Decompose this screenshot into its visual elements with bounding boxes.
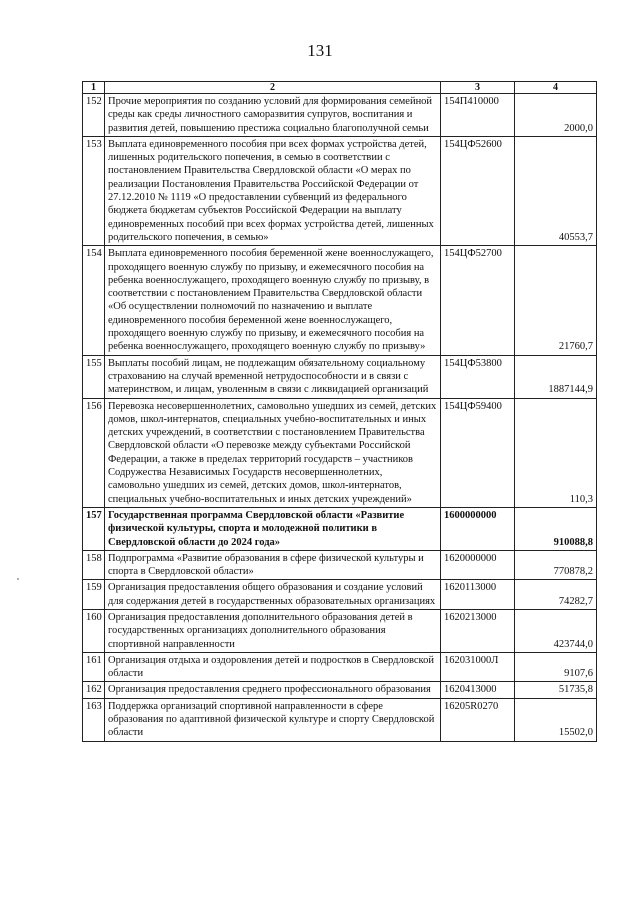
row-amount: 40553,7 [515,136,597,245]
row-code: 1600000000 [441,507,515,550]
row-number: 161 [83,652,105,682]
table-row [83,550,597,580]
row-code: 154ЦФ52700 [441,246,515,355]
column-header: 4 [515,82,597,94]
row-code: 154ЦФ52600 [441,136,515,245]
row-code: 1620413000 [441,682,515,698]
row-name: Прочие мероприятия по созданию условий для формирования семейной среды как среды личностного саморазвития супругов, воспитания и развития детей, повышению престижа социально благополучной семьи [105,94,441,137]
row-code: 1620000000 [441,550,515,580]
row-amount: 910088,8 [515,507,597,550]
table-body [83,94,597,742]
table-row [83,698,597,741]
row-number: 155 [83,355,105,398]
row-name: Перевозка несовершеннолетних, самовольно ушедших из семей, детских домов, школ-интернатов, специальных учебно-воспитательных и иных детских учреждений, в соответствии с постановлением Правительства Свердловской области «О перевозке между субъектами Российской Федерации, а также в пределах территорий государств – участников Содружества Независимых Государств несовершеннолетних, самовольно ушедших из семей, детских домов, школ-интернатов, специальных учебно-воспитательных и иных детских учреждений» [105,398,441,507]
column-header: 2 [105,82,441,94]
row-number: 158 [83,550,105,580]
row-number: 157 [83,507,105,550]
table-row [83,507,597,550]
row-amount: 770878,2 [515,550,597,580]
row-number: 154 [83,246,105,355]
row-number: 159 [83,580,105,610]
table-header-row [83,82,597,94]
row-amount: 51735,8 [515,682,597,698]
row-name: Организация предоставления общего образования и создание условий для содержания детей в государственных образовательных организациях [105,580,441,610]
table-row [83,246,597,355]
row-name: Государственная программа Свердловской области «Развитие физической культуры, спорта и молодежной политики в Свердловской области до 2024 года» [105,507,441,550]
row-code: 162031000Л [441,652,515,682]
row-code: 154П410000 [441,94,515,137]
row-name: Поддержка организаций спортивной направленности в сфере образования по адаптивной физической культуре и спорту Свердловской области [105,698,441,741]
scan-mark [17,578,19,580]
page-number: 131 [307,41,333,60]
row-amount: 1887144,9 [515,355,597,398]
budget-table [82,81,597,742]
row-amount: 9107,6 [515,652,597,682]
table-row [83,398,597,507]
row-code: 154ЦФ53800 [441,355,515,398]
row-code: 16205R0270 [441,698,515,741]
row-name: Выплаты пособий лицам, не подлежащим обязательному социальному страхованию на случай временной нетрудоспособности и в связи с материнством, и лицам, уволенным в связи с ликвидацией организаций [105,355,441,398]
row-amount: 15502,0 [515,698,597,741]
row-name: Организация предоставления дополнительного образования детей в государственных организациях дополнительного образования спортивной направленности [105,609,441,652]
table-row [83,580,597,610]
table-row [83,355,597,398]
row-number: 153 [83,136,105,245]
table-row [83,609,597,652]
table-row [83,136,597,245]
row-amount: 21760,7 [515,246,597,355]
row-number: 160 [83,609,105,652]
row-name: Выплата единовременного пособия беременной жене военнослужащего, проходящего военную службу по призыву, и ежемесячного пособия на ребенка военнослужащего, проходящего военную службу по призыву, в соответствии с постановлением Правительства Свердловской области «Об осуществлении полномочий по назначению и выплате единовременного пособия беременной жене военнослужащего, проходящего военную службу по призыву, и ежемесячного пособия на ребенка военнослужащего, проходящего военную службу по призыву» [105,246,441,355]
row-name: Подпрограмма «Развитие образования в сфере физической культуры и спорта в Свердловской области» [105,550,441,580]
table-row [83,682,597,698]
column-header: 3 [441,82,515,94]
row-amount: 2000,0 [515,94,597,137]
row-number: 152 [83,94,105,137]
row-name: Выплата единовременного пособия при всех формах устройства детей, лишенных родительского попечения, в семью в соответствии с постановлением Правительства Свердловской области «О мерах по реализации Постановления Правительства Российской Федерации от 27.12.2010 № 1119 «О предоставлении субвенций из федерального бюджета бюджетам субъектов Российской Федерации на выплату единовременных пособий при всех формах устройства детей, лишенных родительского попечения, в семью» [105,136,441,245]
row-code: 154ЦФ59400 [441,398,515,507]
row-amount: 423744,0 [515,609,597,652]
column-header: 1 [83,82,105,94]
row-amount: 110,3 [515,398,597,507]
row-code: 1620213000 [441,609,515,652]
row-number: 162 [83,682,105,698]
row-code: 1620113000 [441,580,515,610]
row-number: 163 [83,698,105,741]
row-amount: 74282,7 [515,580,597,610]
table-row [83,94,597,137]
row-name: Организация отдыха и оздоровления детей и подростков в Свердловской области [105,652,441,682]
table-row [83,652,597,682]
row-name: Организация предоставления среднего профессионального образования [105,682,441,698]
row-number: 156 [83,398,105,507]
